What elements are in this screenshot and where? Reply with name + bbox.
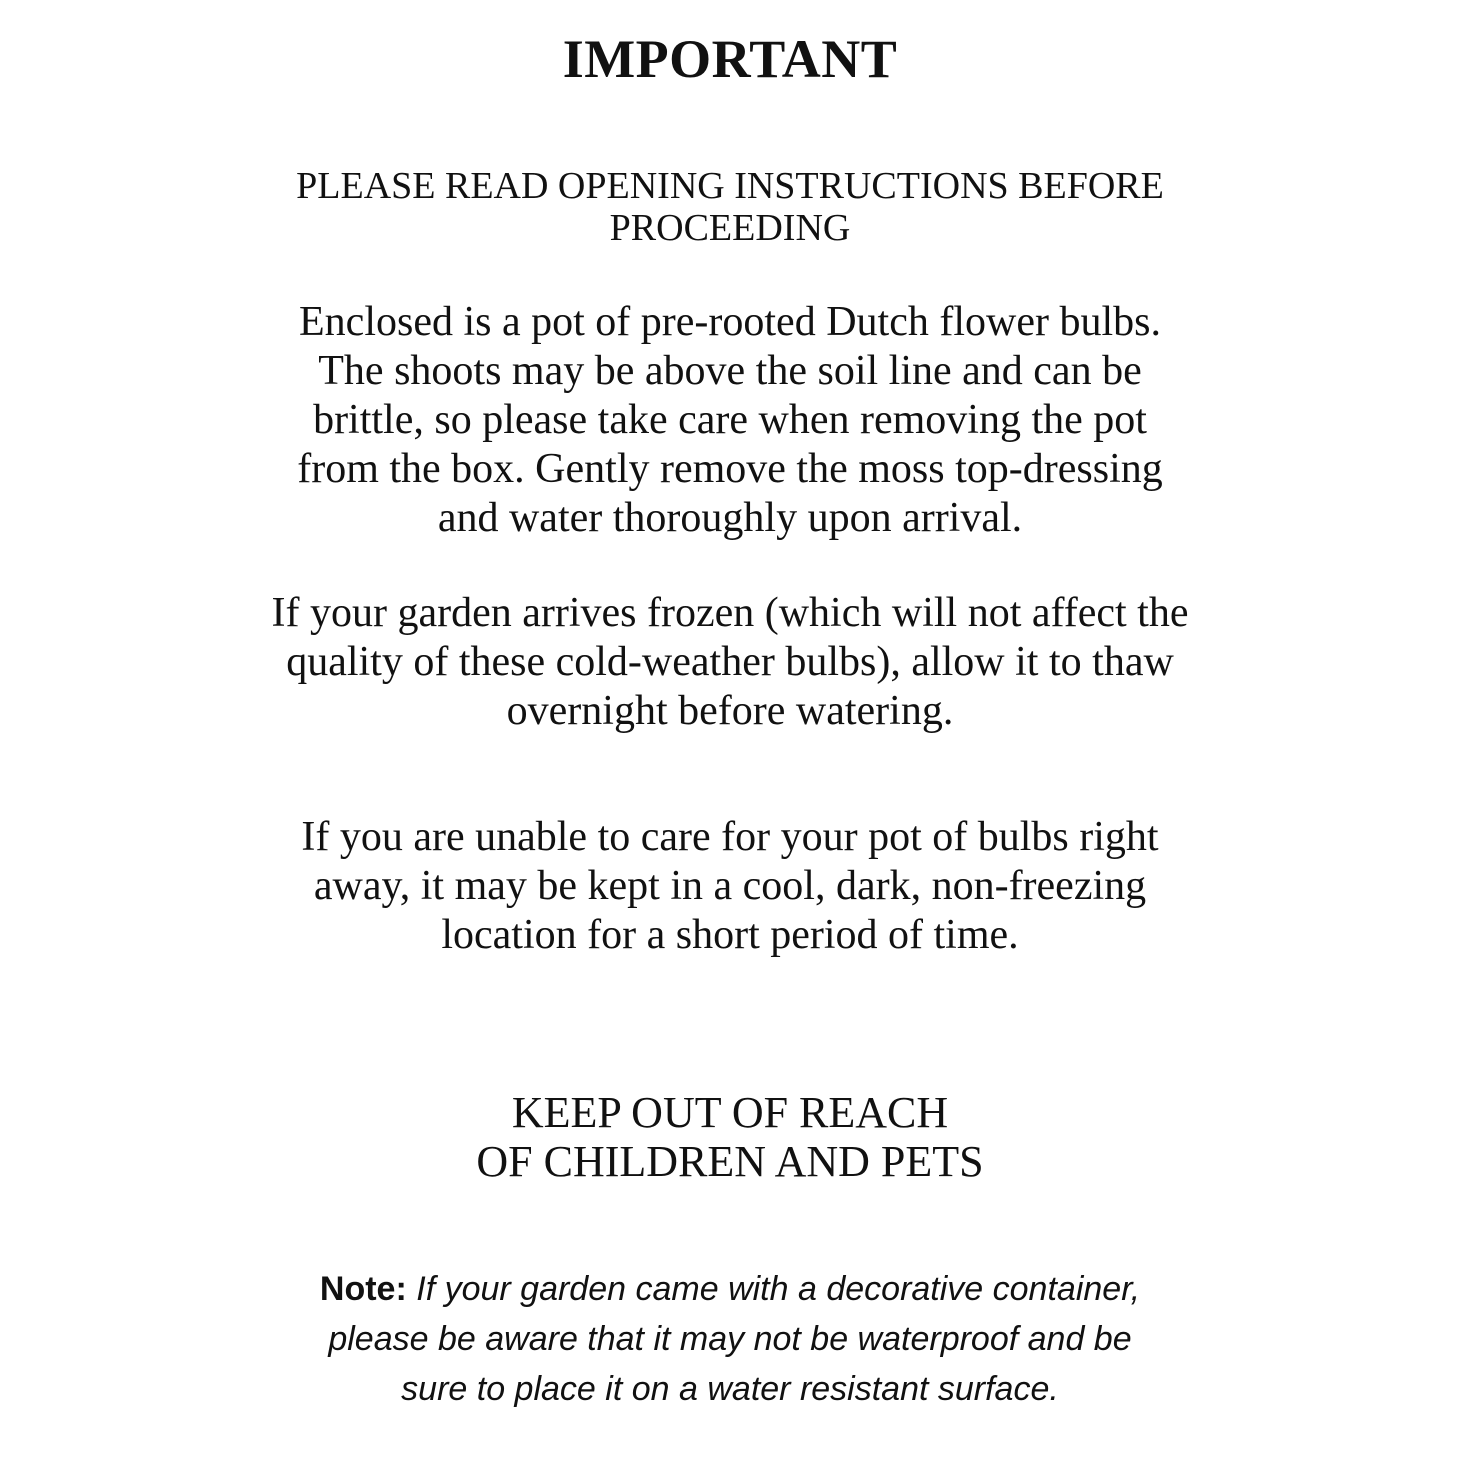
paragraph-line: from the box. Gently remove the moss top-dressing <box>297 446 1163 492</box>
note-line: please be aware that it may not be waterproof and be <box>328 1320 1132 1358</box>
paragraph-line: If you are unable to care for your pot of bulbs right <box>301 814 1159 860</box>
paragraph-line: overnight before watering. <box>506 688 954 734</box>
paragraph-line: and water thoroughly upon arrival. <box>437 495 1023 541</box>
paragraph-line: If your garden arrives frozen (which will not affect the <box>271 590 1189 636</box>
paragraph-line: away, it may be kept in a cool, dark, non-freezing <box>313 863 1147 909</box>
note-label: Note: <box>319 1270 407 1308</box>
paragraph-line: location for a short period of time. <box>441 912 1019 958</box>
subheading-line: PROCEEDING <box>609 207 851 249</box>
warning-line: KEEP OUT OF REACH <box>511 1088 949 1137</box>
paragraph-line: quality of these cold-weather bulbs), allow it to thaw <box>286 639 1174 685</box>
subheading-line: PLEASE READ OPENING INSTRUCTIONS BEFORE <box>296 165 1164 207</box>
note-text: If your garden came with a decorative container, <box>406 1270 1141 1308</box>
paragraph-line: brittle, so please take care when removing the pot <box>313 397 1147 443</box>
page-title: IMPORTANT <box>562 29 898 89</box>
note-line <box>0 1264 1460 1314</box>
paragraph-line: The shoots may be above the soil line and can be <box>318 348 1142 394</box>
note-line: sure to place it on a water resistant surface. <box>401 1370 1059 1408</box>
paragraph-line: Enclosed is a pot of pre-rooted Dutch flower bulbs. <box>299 299 1161 345</box>
warning-line: OF CHILDREN AND PETS <box>476 1137 984 1186</box>
